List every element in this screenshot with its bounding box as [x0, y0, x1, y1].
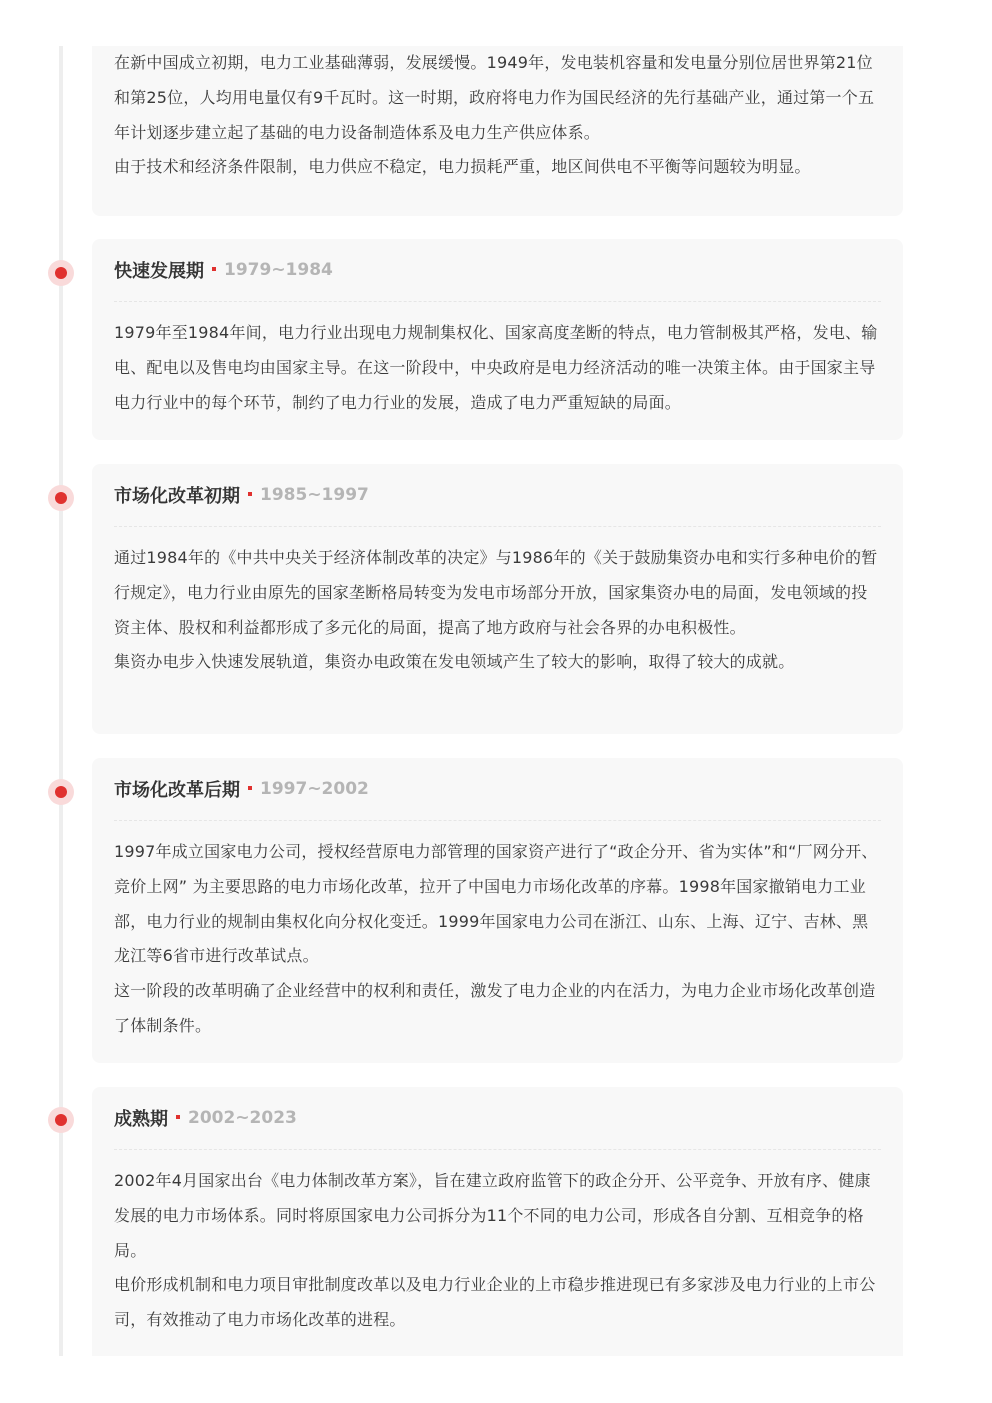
card-paragraph: 1979年至1984年间，电力行业出现电力规制集权化、国家高度垄断的特点，电力管制极其严格，发电、输电、配电以及售电均由国家主导。在这一阶段中，中央政府是电力经济活动的唯一决策主体。由于国家主导电力行业中的每个环节，制约了电力行业的发展，造成了电力严重短缺的局面。 — [114, 323, 878, 412]
period-title: 市场化改革后期 — [114, 780, 240, 801]
timeline-card-early-reform — [92, 464, 903, 734]
card-header — [114, 758, 881, 821]
period-title: 市场化改革初期 — [114, 486, 240, 507]
period-years: 1997~2002 — [260, 779, 369, 799]
card-paragraph: 这一阶段的改革明确了企业经营中的权利和责任，激发了电力企业的内在活力，为电力企业市场化改革创造了体制条件。 — [114, 981, 876, 1035]
period-years: 1979~1984 — [224, 260, 333, 280]
timeline-line — [59, 46, 63, 1356]
card-header — [114, 239, 881, 302]
card-body — [114, 46, 881, 185]
card-paragraph: 通过1984年的《中共中央关于经济体制改革的决定》与1986年的《关于鼓励集资办电和实行多种电价的暂行规定》，电力行业由原先的国家垄断格局转变为发电市场部分开放，国家集资办电的局面，发电领域的投资主体、股权和利益都形成了多元化的局面，提高了地方政府与社会各界的办电积极性。 — [114, 548, 878, 637]
card-header — [114, 464, 881, 527]
timeline-card-late-reform — [92, 758, 903, 1063]
card-paragraph: 在新中国成立初期，电力工业基础薄弱，发展缓慢。1949年，发电装机容量和发电量分别位居世界第21位和第25位，人均用电量仅有9千瓦时。这一时期，政府将电力作为国民经济的先行基础产业，通过第一个五年计划逐步建立起了基础的电力设备制造体系及电力生产供应体系。 — [114, 53, 875, 142]
card-body — [114, 527, 881, 680]
period-years: 2002~2023 — [188, 1108, 297, 1128]
card-paragraph: 2002年4月国家出台《电力体制改革方案》，旨在建立政府监管下的政企分开、公平竞争、开放有序、健康发展的电力市场体系。同时将原国家电力公司拆分为11个不同的电力公司，形成各自分割、互相竞争的格局。 — [114, 1171, 871, 1260]
timeline-marker — [48, 260, 74, 286]
timeline-card-rapid-growth — [92, 239, 903, 440]
period-title: 快速发展期 — [114, 261, 204, 282]
card-paragraph: 电价形成机制和电力项目审批制度改革以及电力行业企业的上市稳步推进现已有多家涉及电力行业的上市公司，有效推动了电力市场化改革的进程。 — [114, 1275, 876, 1330]
period-title: 成熟期 — [114, 1109, 168, 1130]
card-body — [114, 1150, 881, 1338]
card-body — [114, 821, 881, 1044]
separator-dot — [212, 267, 216, 271]
timeline-marker — [48, 1107, 74, 1133]
separator-dot — [248, 492, 252, 496]
separator-dot — [176, 1115, 180, 1119]
card-body — [114, 302, 881, 420]
timeline-card-mature — [92, 1087, 903, 1356]
card-header — [114, 1087, 881, 1150]
timeline-marker — [48, 485, 74, 511]
period-years: 1985~1997 — [260, 485, 369, 505]
timeline-marker — [48, 779, 74, 805]
timeline-card-early — [92, 46, 903, 216]
separator-dot — [248, 786, 252, 790]
card-paragraph: 1997年成立国家电力公司，授权经营原电力部管理的国家资产进行了“政企分开、省为实体”和“厂网分开、竞价上网” 为主要思路的电力市场化改革，拉开了中国电力市场化改革的序幕。1998年国家撤销电力工业部，电力行业的规制由集权化向分权化变迁。1999年国家电力公司在浙江、山东、上海、辽宁、吉林、黑龙江等6省市进行改革试点。 — [114, 842, 878, 966]
card-paragraph: 由于技术和经济条件限制，电力供应不稳定，电力损耗严重，地区间供电不平衡等问题较为明显。 — [114, 157, 811, 177]
card-paragraph: 集资办电步入快速发展轨道，集资办电政策在发电领域产生了较大的影响，取得了较大的成就。 — [114, 652, 795, 672]
